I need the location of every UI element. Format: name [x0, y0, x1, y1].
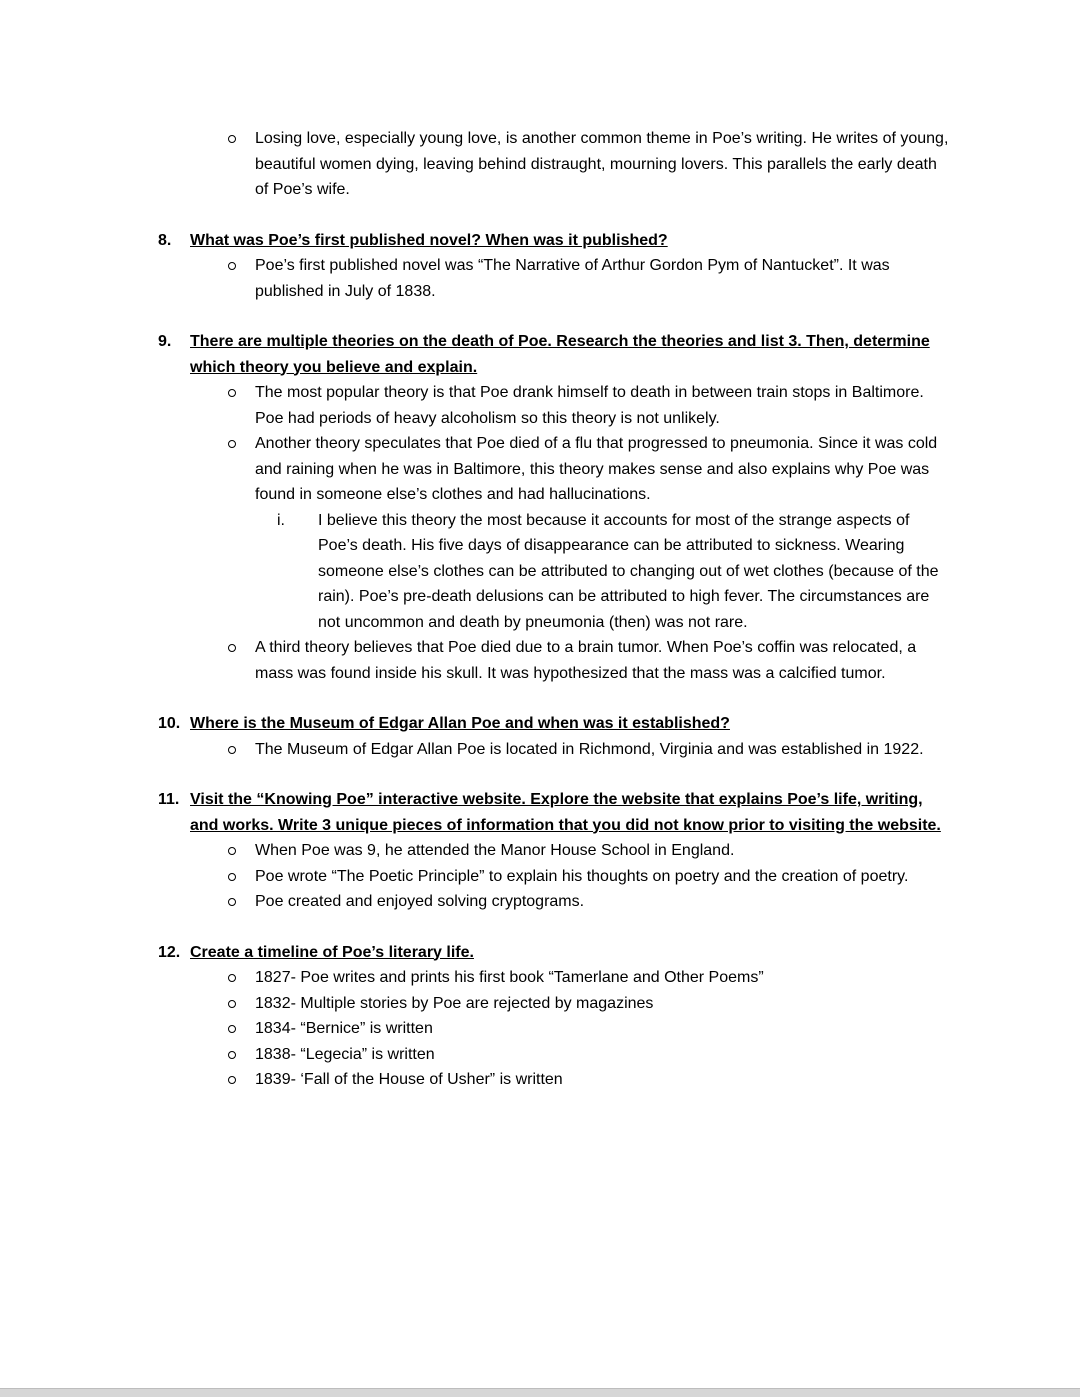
question-8 — [158, 228, 952, 254]
question-text: Where is the Museum of Edgar Allan Poe and when was it established? — [190, 715, 730, 732]
intro-answer-group — [228, 126, 952, 203]
answer-group — [228, 380, 952, 686]
list-item — [228, 1067, 952, 1093]
list-item — [228, 889, 952, 915]
sub-list-item — [277, 508, 952, 636]
list-item — [228, 253, 952, 304]
roman-numeral-marker: i. — [277, 511, 285, 529]
circle-bullet-icon — [228, 737, 255, 763]
answer-text: Another theory speculates that Poe died of a flu that progressed to pneumonia. Since it was cold and raining when he was in Baltimore, this theory makes sense and also explains why Poe was found in someone else’s clothes and had hallucinations. — [255, 435, 938, 503]
answer-group — [228, 737, 952, 763]
circle-bullet-icon — [228, 380, 255, 431]
question-12 — [158, 940, 952, 966]
question-number: 12. — [158, 943, 181, 961]
list-item — [228, 991, 952, 1017]
question-number: 8. — [158, 231, 172, 249]
answer-text: The Museum of Edgar Allan Poe is located in Richmond, Virginia and was established in 1922. — [255, 740, 924, 758]
answer-group — [228, 965, 952, 1093]
answer-text: 1827- Poe writes and prints his first book “Tamerlane and Other Poems” — [255, 969, 764, 986]
circle-bullet-icon — [228, 965, 255, 991]
circle-bullet-icon — [228, 126, 255, 203]
list-item — [228, 126, 952, 203]
question-10 — [158, 711, 952, 737]
question-9 — [158, 329, 952, 380]
answer-text: Poe’s first published novel was “The Narrative of Arthur Gordon Pym of Nantucket”. It was published in July of 1838. — [255, 257, 890, 300]
question-number: 11. — [158, 791, 180, 808]
list-item — [228, 838, 952, 864]
circle-bullet-icon — [228, 431, 255, 508]
answer-group — [228, 253, 952, 304]
circle-bullet-icon — [228, 991, 255, 1017]
list-item — [228, 737, 952, 763]
sub-answer-text: I believe this theory the most because it accounts for most of the strange aspects of Poe’s death. His five days of disappearance can be attributed to sickness. Wearing someone else’s clothes can be attributed to changing out of wet clothes (because of the rain). Poe’s pre-death delusions can be attributed to high fever. The circumstances are not uncommon and death by pneumonia (then) was not rare. — [318, 511, 939, 631]
answer-group — [228, 838, 952, 915]
question-text: There are multiple theories on the death of Poe. Research the theories and list 3. Then, determine which theory you believe and explain. — [190, 333, 930, 376]
question-11 — [158, 787, 952, 838]
circle-bullet-icon — [228, 635, 255, 686]
list-item — [228, 1042, 952, 1068]
list-item — [228, 965, 952, 991]
question-text: Visit the “Knowing Poe” interactive website. Explore the website that explains Poe’s life, writing, and works. Write 3 unique pieces of information that you did not know prior to visiting the website. — [190, 791, 941, 834]
circle-bullet-icon — [228, 1042, 255, 1068]
answer-text: When Poe was 9, he attended the Manor House School in England. — [255, 842, 735, 859]
answer-text: 1834- “Bernice” is written — [255, 1020, 433, 1037]
answer-text: A third theory believes that Poe died due to a brain tumor. When Poe’s coffin was relocated, a mass was found inside his skull. It was hypothesized that the mass was a calcified tumor. — [255, 639, 917, 682]
circle-bullet-icon — [228, 864, 255, 890]
circle-bullet-icon — [228, 253, 255, 304]
circle-bullet-icon — [228, 1067, 255, 1093]
circle-bullet-icon — [228, 838, 255, 864]
list-item — [228, 380, 952, 431]
list-item — [228, 864, 952, 890]
question-text: Create a timeline of Poe’s literary life. — [190, 943, 474, 961]
page-bottom-edge — [0, 1388, 1080, 1397]
answer-text: 1838- “Legecia” is written — [255, 1045, 435, 1063]
question-text: What was Poe’s first published novel? When was it published? — [190, 231, 668, 249]
answer-text: Poe created and enjoyed solving cryptograms. — [255, 893, 585, 910]
list-item — [228, 431, 952, 508]
question-number: 10. — [158, 715, 181, 732]
list-item — [228, 635, 952, 686]
circle-bullet-icon — [228, 1016, 255, 1042]
answer-text: Poe wrote “The Poetic Principle” to explain his thoughts on poetry and the creation of poetry. — [255, 867, 909, 885]
answer-text: 1832- Multiple stories by Poe are rejected by magazines — [255, 994, 654, 1012]
answer-text: The most popular theory is that Poe drank himself to death in between train stops in Baltimore. Poe had periods of heavy alcoholism so this theory is not unlikely. — [255, 384, 924, 427]
circle-bullet-icon — [228, 889, 255, 915]
answer-text: Losing love, especially young love, is another common theme in Poe’s writing. He writes of young, beautiful women dying, leaving behind distraught, mourning lovers. This parallels the early death of Poe’s wife. — [255, 130, 949, 198]
list-item — [228, 1016, 952, 1042]
question-number: 9. — [158, 333, 172, 350]
answer-text: 1839- ‘Fall of the House of Usher” is written — [255, 1071, 563, 1088]
